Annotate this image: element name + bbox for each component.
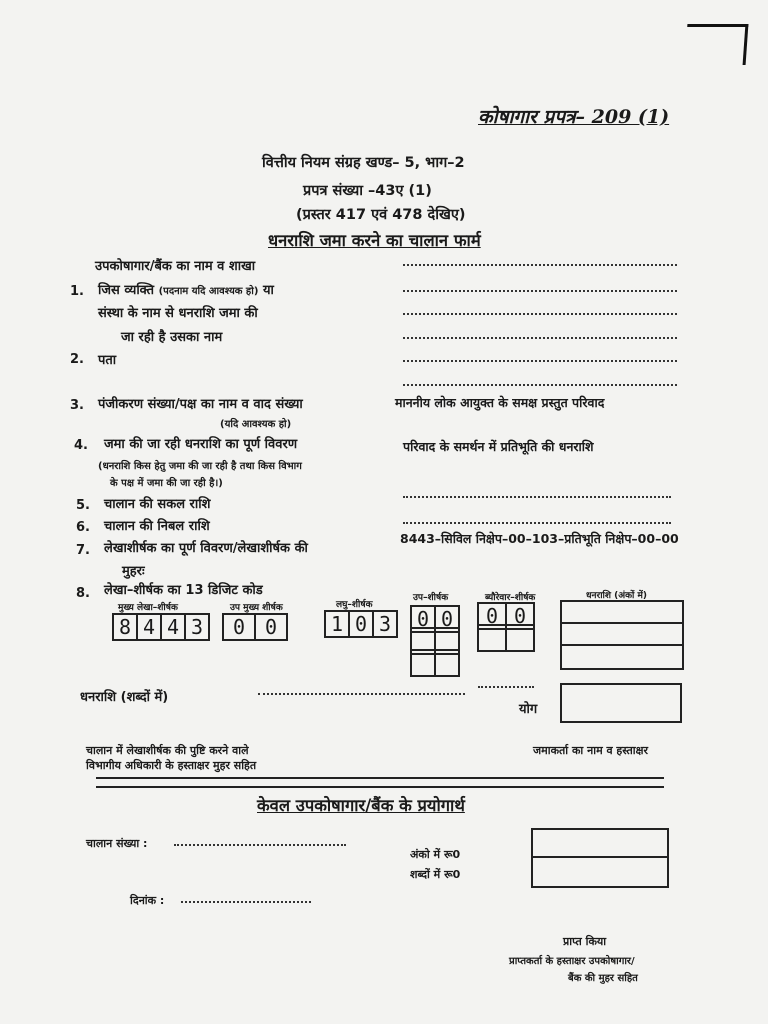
field-5-number: 5. xyxy=(76,498,90,513)
separator-line-1 xyxy=(96,777,664,779)
field-1-label-line3: जा रही है उसका नाम xyxy=(121,330,223,345)
header-line-3: (प्रस्तर 417 एवं 478 देखिए) xyxy=(296,207,466,223)
amount-figures-box[interactable] xyxy=(560,600,684,670)
receiver-sign-label-1: प्राप्तकर्ता के हस्ताक्षर उपकोषागार/ xyxy=(509,956,635,967)
detail-head-empty-row xyxy=(477,624,535,652)
registration-value: माननीय लोक आयुक्त के समक्ष प्रस्तुत परिवाद xyxy=(395,395,605,410)
field-4-number: 4. xyxy=(74,438,88,453)
total-box[interactable] xyxy=(560,683,682,723)
major-head-digit[interactable]: 4 xyxy=(136,613,162,641)
receiver-sign-label-2: बैंक की मुहर सहित xyxy=(568,973,638,984)
field-1-label-a: जिस व्यक्ति xyxy=(98,283,155,298)
sub-major-head-label: उप मुख्य शीर्षक xyxy=(230,603,283,613)
gross-amount-field[interactable] xyxy=(403,496,671,498)
major-head-digit[interactable]: 4 xyxy=(160,613,186,641)
officer-sign-label-2: विभागीय अधिकारी के हस्ताक्षर मुहर सहित xyxy=(86,759,257,772)
sub-head-digit[interactable]: 0 xyxy=(410,605,436,633)
net-amount-label: चालान की निबल राशि xyxy=(104,519,210,534)
form-title: धनराशि जमा करने का चालान फार्म xyxy=(268,231,481,250)
field-1-label-small: (पदनाम यदि आवश्यक हो) xyxy=(158,286,259,297)
address-field-2[interactable] xyxy=(403,384,677,386)
name-field-3[interactable] xyxy=(403,337,677,339)
name-field-2[interactable] xyxy=(403,313,677,315)
major-head-label: मुख्य लेखा–शीर्षक xyxy=(118,603,178,613)
corner-crop-mark xyxy=(685,24,749,65)
sub-major-head-digit[interactable]: 0 xyxy=(222,613,256,641)
challan-number-field[interactable] xyxy=(174,844,346,846)
gross-amount-label: चालान की सकल राशि xyxy=(104,497,211,512)
major-head-boxes xyxy=(112,613,210,641)
sub-major-head-boxes xyxy=(222,613,288,641)
detail-head-digit[interactable]: 0 xyxy=(505,602,535,630)
sub-head-digit[interactable]: 0 xyxy=(434,605,460,633)
detail-head-label: ब्यौरेवार–शीर्षक xyxy=(485,593,536,603)
major-head-digit[interactable]: 3 xyxy=(184,613,210,641)
address-field-1[interactable] xyxy=(403,360,677,362)
minor-head-digit[interactable]: 1 xyxy=(324,610,350,638)
registration-note: (यदि आवश्यक हो) xyxy=(220,419,292,430)
date-label: दिनांक : xyxy=(130,894,165,907)
header-line-2: प्रपत्र संख्या –43ए (1) xyxy=(303,183,432,199)
thirteen-digit-label: लेखा–शीर्षक का 13 डिजिट कोड xyxy=(104,583,263,598)
field-3-number: 3. xyxy=(70,398,84,413)
amount-detail-value: परिवाद के समर्थन में प्रतिभूति की धनराशि xyxy=(403,439,594,454)
form-number: कोषागार प्रपत्र– 209 (1) xyxy=(478,106,670,128)
detail-head-empty-box[interactable] xyxy=(505,624,535,652)
amount-detail-label: जमा की जा रही धनराशि का पूर्ण विवरण xyxy=(104,437,298,452)
in-figures-label: अंको में रू0 xyxy=(410,848,461,861)
treasury-branch-label: उपकोषागार/बैंक का नाम व शाखा xyxy=(95,259,256,274)
head-of-account-label: लेखाशीर्षक का पूर्ण विवरण/लेखाशीर्षक की xyxy=(104,541,308,556)
treasury-branch-field[interactable] xyxy=(403,264,677,266)
major-head-digit[interactable]: 8 xyxy=(112,613,138,641)
field-6-number: 6. xyxy=(76,520,90,535)
minor-head-digit[interactable]: 3 xyxy=(372,610,398,638)
office-amount-box[interactable] xyxy=(531,828,669,888)
amount-figures-label: धनराशि (अंकों में) xyxy=(586,591,647,601)
name-field-1[interactable] xyxy=(403,290,677,292)
total-label: योग xyxy=(519,702,538,717)
net-amount-field[interactable] xyxy=(403,522,671,524)
officer-sign-label-1: चालान में लेखाशीर्षक की पुष्टि करने वाले xyxy=(86,744,249,757)
field-1-label-b: या xyxy=(262,283,274,298)
header-line-1: वित्तीय नियम संग्रह खण्ड– 5, भाग–2 xyxy=(262,155,465,171)
field-1-number: 1. xyxy=(70,284,84,299)
sub-head-label: उप–शीर्षक xyxy=(413,593,449,603)
head-of-account-label-2: मुहरः xyxy=(122,564,145,579)
in-words-label: शब्दों में रू0 xyxy=(410,868,461,881)
detail-head-empty-box[interactable] xyxy=(477,624,507,652)
head-of-account-value: 8443–सिविल निक्षेप–00–103–प्रतिभूति निक्षेप–00–00 xyxy=(400,531,679,546)
sub-head-empty-row xyxy=(410,649,460,677)
date-field[interactable] xyxy=(181,901,311,903)
field-8-number: 8. xyxy=(76,586,90,601)
registration-label: पंजीकरण संख्या/पक्ष का नाम व वाद संख्या xyxy=(98,397,303,412)
amount-words-label: धनराशि (शब्दों में) xyxy=(80,690,169,705)
separator-line-2 xyxy=(96,786,664,788)
amount-words-field[interactable] xyxy=(258,693,465,695)
amount-detail-note-2: के पक्ष में जमा की जा रही है।) xyxy=(110,478,223,489)
minor-head-boxes xyxy=(324,610,398,638)
amount-words-field-2[interactable] xyxy=(478,686,534,688)
challan-number-label: चालान संख्या : xyxy=(86,837,148,850)
office-use-title: केवल उपकोषागार/बैंक के प्रयोगार्थ xyxy=(257,796,465,815)
field-7-number: 7. xyxy=(76,543,90,558)
received-label: प्राप्त किया xyxy=(563,935,607,948)
sub-major-head-digit[interactable]: 0 xyxy=(254,613,288,641)
sub-head-empty-box[interactable] xyxy=(434,649,460,677)
field-1-label-line2: संस्था के नाम से धनराशि जमा की xyxy=(98,306,258,321)
field-2-number: 2. xyxy=(70,352,84,367)
minor-head-digit[interactable]: 0 xyxy=(348,610,374,638)
detail-head-digit[interactable]: 0 xyxy=(477,602,507,630)
amount-detail-note-1: (धनराशि किस हेतु जमा की जा रही है तथा किस विभाग xyxy=(98,461,302,472)
minor-head-label: लघु–शीर्षक xyxy=(336,600,373,610)
address-label: पता xyxy=(98,353,117,368)
depositor-sign-label: जमाकर्ता का नाम व हस्ताक्षर xyxy=(533,744,649,757)
sub-head-empty-box[interactable] xyxy=(410,649,436,677)
